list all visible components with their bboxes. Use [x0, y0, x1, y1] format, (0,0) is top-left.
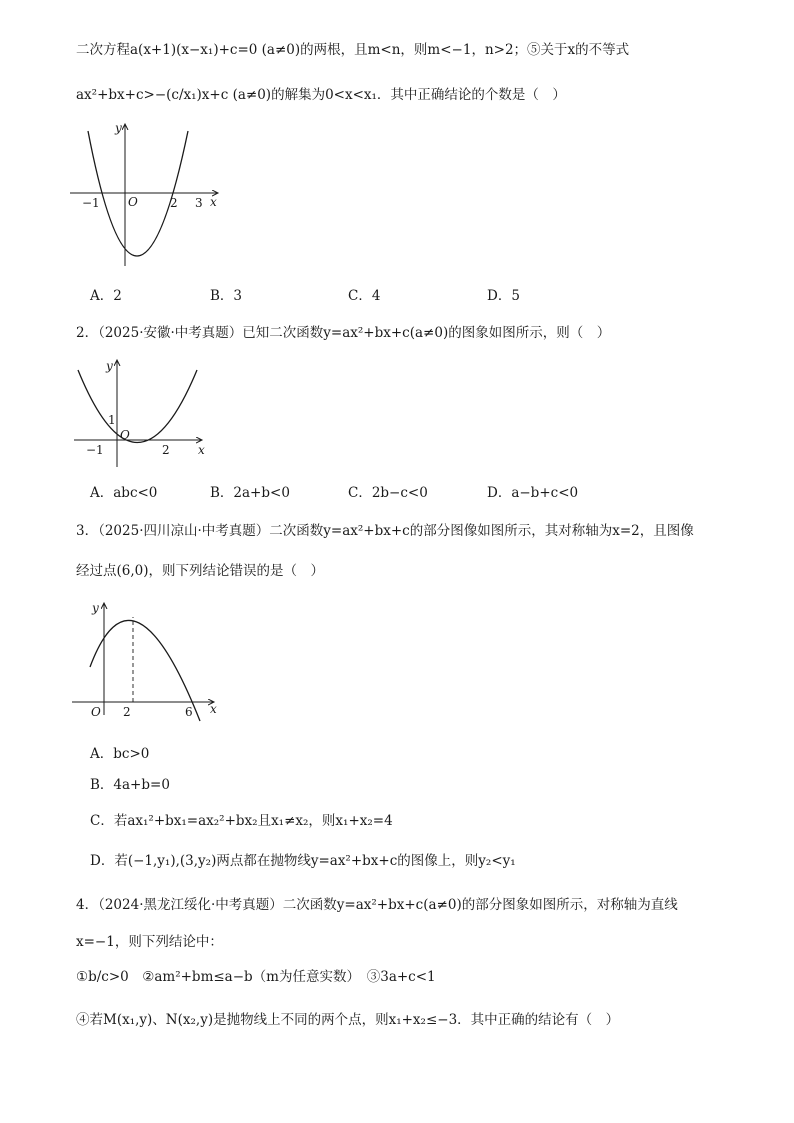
q1-tick-neg1: −1: [82, 196, 100, 210]
q4-stem-line-2: x=−1，则下列结论中：: [76, 934, 223, 950]
q3-option-c[interactable]: C．若ax₁²+bx₁=ax₂²+bx₂且x₁≠x₂，则x₁+x₂=4: [90, 813, 393, 829]
q1-tick-3: 3: [195, 196, 203, 210]
q1-option-c[interactable]: C．4: [348, 288, 381, 304]
q3-stem-line-1: 3．（2025·四川凉山·中考真题）二次函数y=ax²+bx+c的部分图像如图所示，其对称轴为x=2，且图像: [76, 523, 694, 539]
q3-y-label: y: [92, 601, 99, 615]
q2-stem: 2．（2025·安徽·中考真题）已知二次函数y=ax²+bx+c(a≠0)的图象如图所示，则（ ）: [76, 325, 611, 341]
q4-conclusions-2: ④若M(x₁,y)、N(x₂,y)是抛物线上不同的两个点，则x₁+x₂≤−3．其中正确的结论有（ ）: [76, 1012, 620, 1028]
q2-tick-2: 2: [162, 443, 170, 457]
q2-tick-1: 1: [108, 413, 116, 427]
q1-y-label: y: [115, 121, 122, 135]
q3-tick-6: 6: [185, 705, 193, 719]
q1-text-line-1: 二次方程a(x+1)(x−x₁)+c=0 (a≠0)的两根，且m<n，则m<−1，n>2；⑤关于x的不等式: [76, 42, 630, 58]
q1-option-b[interactable]: B．3: [210, 288, 243, 304]
q1-graph: [60, 116, 230, 276]
q1-option-a[interactable]: A．2: [90, 288, 122, 304]
q2-x-label: x: [198, 443, 205, 457]
q1-origin-label: O: [128, 195, 138, 209]
q3-origin-label: O: [91, 705, 101, 719]
q2-y-label: y: [106, 359, 113, 373]
q3-graph: [66, 597, 226, 725]
q1-text-line-2: ax²+bx+c>−(c/x₁)x+c (a≠0)的解集为0<x<x₁．其中正确结论的个数是（ ）: [76, 87, 566, 103]
q3-option-d[interactable]: D．若(−1,y₁),(3,y₂)两点都在抛物线y=ax²+bx+c的图像上，则y₂<y₁: [90, 853, 516, 869]
q4-stem-line-1: 4．（2024·黑龙江绥化·中考真题）二次函数y=ax²+bx+c(a≠0)的部分图象如图所示，对称轴为直线: [76, 897, 678, 913]
q3-tick-2: 2: [123, 705, 131, 719]
q2-option-c[interactable]: C．2b−c<0: [348, 485, 428, 501]
q2-option-a[interactable]: A．abc<0: [90, 485, 158, 501]
q3-option-b[interactable]: B．4a+b=0: [90, 777, 170, 793]
q1-option-d[interactable]: D．5: [487, 288, 520, 304]
q2-option-b[interactable]: B．2a+b<0: [210, 485, 290, 501]
q1-tick-2: 2: [170, 196, 178, 210]
q4-conclusions-1: ①b/c>0 ②am²+bm≤a−b（m为任意实数） ③3a+c<1: [76, 969, 436, 985]
q3-x-label: x: [210, 702, 217, 716]
q3-option-a[interactable]: A．bc>0: [90, 746, 150, 762]
q3-stem-line-2: 经过点(6,0)，则下列结论错误的是（ ）: [76, 563, 325, 579]
q2-graph: [70, 352, 220, 470]
q2-tick-neg1: −1: [86, 443, 104, 457]
q2-option-d[interactable]: D．a−b+c<0: [487, 485, 579, 501]
q2-origin-label: O: [120, 428, 130, 442]
q1-x-label: x: [210, 195, 217, 209]
